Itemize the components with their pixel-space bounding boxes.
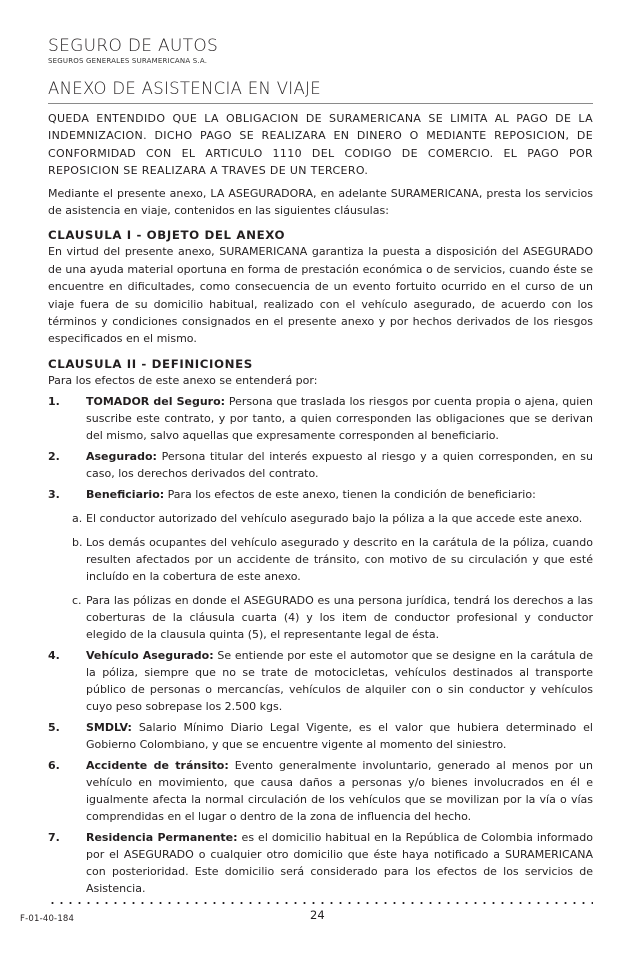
definition-term: Beneficiario: xyxy=(86,488,165,502)
definition-body xyxy=(86,757,593,825)
definition-text: Evento generalmente involuntario, generado al menos por un vehículo en movimiento, que causa daños a personas y/o bienes involucrados en él e igualmente afecta la normal circulación de los vehículos que se movilizan por la vía o vías comprendidas en el lugar o dentro de la zona de influencia del hecho. xyxy=(86,759,593,824)
definitions-list xyxy=(48,393,593,503)
definition-number: 7. xyxy=(48,831,60,845)
definition-term: Accidente de tránsito: xyxy=(86,759,229,773)
beneficiary-item xyxy=(72,534,593,585)
definition-text: Persona que traslada los riesgos por cuenta propia o ajena, quien suscribe este contrato, y por tanto, a quien corresponden las obligaciones que se derivan del mismo, salvo aquellas que expresamente corresponden al beneficiario. xyxy=(86,395,594,443)
definition-item xyxy=(48,486,593,503)
definition-number: 3. xyxy=(48,488,60,502)
definition-number: 5. xyxy=(48,721,60,735)
definition-item xyxy=(48,757,593,825)
definition-term: TOMADOR del Seguro: xyxy=(86,395,226,409)
form-code: F-01-40-184 xyxy=(20,914,75,925)
definition-body xyxy=(86,486,593,503)
page-footer xyxy=(20,908,593,928)
document-page xyxy=(20,36,594,928)
clause-2-intro: Para los efectos de este anexo se entenderá por: xyxy=(48,373,318,387)
definition-number: 6. xyxy=(48,759,60,773)
definition-item xyxy=(48,647,593,715)
definition-text: Para los efectos de este anexo, tienen la condición de beneficiario: xyxy=(164,488,536,502)
definition-term: SMDLV: xyxy=(86,721,132,735)
definition-text: es el domicilio habitual en la República de Colombia informado por el ASEGURADO o cualquier otro domicilio que éste haya notificado a SURAMERICANA con posterioridad. Este domicilio será considerado para los efectos de los servicios de Asistencia. xyxy=(86,831,593,896)
clause-1-heading: CLAUSULA I - OBJETO DEL ANEXO xyxy=(48,228,286,243)
document-title: SEGURO DE AUTOS xyxy=(48,36,219,56)
beneficiary-item xyxy=(72,510,593,527)
definition-item xyxy=(48,829,593,897)
definition-number: 1. xyxy=(48,395,60,409)
definition-body xyxy=(86,719,593,753)
definition-body xyxy=(86,647,593,715)
definition-text: Se entiende por este el automotor que se designe en la carátula de la póliza, siempre que no se trate de motocicletas, vehículos destinados al transporte público de personas o mercancías, vehículos de alquiler con o sin conductor y vehículos cuyo peso sobrepase los 2.500 kgs. xyxy=(86,649,593,714)
clause-1-text: En virtud del presente anexo, SURAMERICANA garantiza la puesta a disposición del ASEGURADO de una ayuda material oportuna en forma de prestación económica o de servicios, cuando éste se encuentre en dificultades, como consecuencia de un evento fortuito ocurrido en el curso de un viaje fuera de su domicilio habitual, realizado con el vehículo asegurado, de acuerdo con los términos y condiciones consignados en el presente anexo y por hechos derivados de los riesgos especificados en el mismo. xyxy=(48,245,593,346)
beneficiary-item xyxy=(72,592,593,643)
intro-paragraph: Mediante el presente anexo, LA ASEGURADORA, en adelante SURAMERICANA, presta los servicios de asistencia en viaje, contenidos en las siguientes cláusulas: xyxy=(48,186,593,218)
beneficiary-text: El conductor autorizado del vehículo asegurado bajo la póliza a la que accede este anexo. xyxy=(86,512,583,526)
definition-number: 4. xyxy=(48,649,60,663)
section-title: ANEXO DE ASISTENCIA EN VIAJE xyxy=(48,79,321,98)
definition-body xyxy=(86,448,593,482)
definition-term: Asegurado: xyxy=(86,450,157,464)
beneficiary-letter: a. xyxy=(72,512,83,526)
definitions-list-continued xyxy=(48,647,593,897)
definition-body xyxy=(86,829,593,897)
definition-item xyxy=(48,448,593,482)
page-number: 24 xyxy=(310,908,325,923)
dotted-divider xyxy=(48,902,593,904)
title-divider xyxy=(48,103,593,104)
insurer-name: SEGUROS GENERALES SURAMERICANA S.A. xyxy=(48,57,208,65)
beneficiary-letter: b. xyxy=(72,536,83,550)
definition-term: Residencia Permanente: xyxy=(86,831,238,845)
definition-item xyxy=(48,719,593,753)
definition-term: Vehículo Asegurado: xyxy=(86,649,214,663)
intro-notice: QUEDA ENTENDIDO QUE LA OBLIGACION DE SURAMERICANA SE LIMITA AL PAGO DE LA INDEMNIZACION. DICHO PAGO SE REALIZARA EN DINERO O MEDIANTE REPOSICION, DE CONFORMIDAD CON EL ARTICULO 1110 DEL CODIGO DE COMERCIO. EL PAGO POR REPOSICION SE REALIZARA A TRAVES DE UN TERCERO. xyxy=(48,112,593,178)
beneficiary-text: Para las pólizas en donde el ASEGURADO es una persona jurídica, tendrá los derechos a las coberturas de la cláusula cuarta (4) y los item de conductor profesional y conductor elegido de la clausula quinta (5), el representante legal de ésta. xyxy=(86,594,593,642)
definition-text: Salario Mínimo Diario Legal Vigente, es el valor que hubiera determinado el Gobierno Colombiano, y que se encuentre vigente al momento del siniestro. xyxy=(86,721,593,752)
definition-text: Persona titular del interés expuesto al riesgo y a quien corresponden, en su caso, los derechos derivados del contrato. xyxy=(86,450,593,481)
definition-body xyxy=(86,393,593,444)
beneficiary-letter: c. xyxy=(72,594,82,608)
beneficiary-text: Los demás ocupantes del vehículo asegurado y descrito en la carátula de la póliza, cuando resulten afectados por un accidente de tránsito, con motivo de su circulación y que esté incluído en la cobertura de este anexo. xyxy=(86,536,593,584)
definition-number: 2. xyxy=(48,450,60,464)
beneficiary-list xyxy=(48,510,593,643)
definition-item xyxy=(48,393,593,444)
clause-2-heading: CLAUSULA II - DEFINICIONES xyxy=(48,356,253,371)
